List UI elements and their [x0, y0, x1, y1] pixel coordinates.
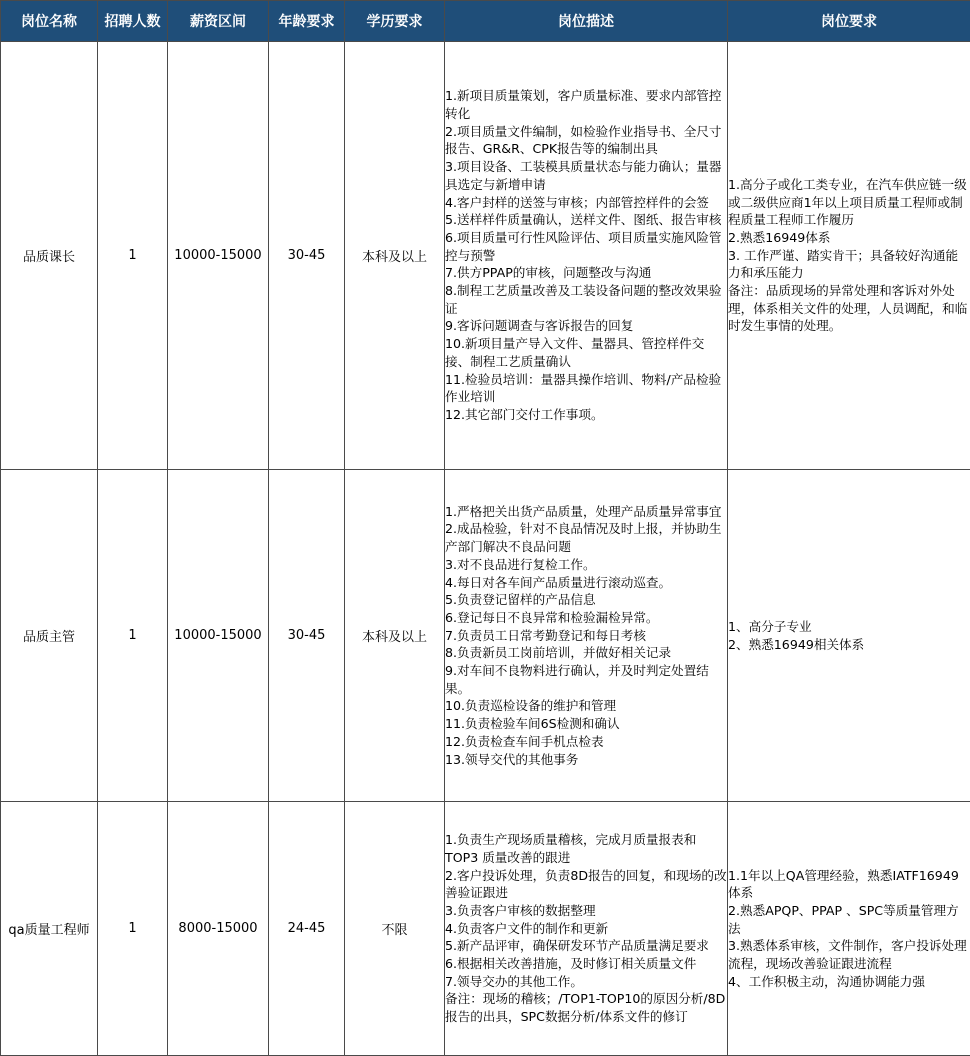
description-line: 3.对不良品进行复检工作。: [445, 556, 727, 574]
description-line: 2.成品检验，针对不良品情况及时上报，并协助生产部门解决不良品问题: [445, 520, 727, 555]
description-line: 7.领导交办的其他工作。: [445, 973, 727, 991]
description-line: 备注：现场的稽核；/TOP1-TOP10的原因分析/8D报告的出具，SPC数据分析/体系文件的修订: [445, 990, 727, 1025]
header-requirements: 岗位要求: [728, 1, 970, 42]
age-cell: 30-45: [269, 470, 345, 802]
requirement-line: 4、工作积极主动，沟通协调能力强: [728, 973, 970, 991]
description-line: 11.检验员培训：量器具操作培训、物料/产品检验作业培训: [445, 371, 727, 406]
requirement-line: 3. 工作严谨、踏实肯干；具备较好沟通能力和承压能力: [728, 247, 970, 282]
description-line: 5.送样样件质量确认，送样文件、图纸、报告审核: [445, 211, 727, 229]
description-line: 1.新项目质量策划，客户质量标准、要求内部管控转化: [445, 87, 727, 122]
requirements-cell: [728, 42, 970, 470]
requirements-cell: [728, 802, 970, 1056]
job-title-cell: 品质课长: [1, 42, 98, 470]
description-line: 4.负责客户文件的制作和更新: [445, 920, 727, 938]
description-cell: [445, 802, 728, 1056]
header-education: 学历要求: [345, 1, 445, 42]
salary-cell: 10000-15000: [168, 470, 269, 802]
headcount-cell: 1: [98, 802, 168, 1056]
table-row: [1, 470, 970, 802]
description-line: 8.负责新员工岗前培训，并做好相关记录: [445, 644, 727, 662]
salary-cell: 8000-15000: [168, 802, 269, 1056]
header-salary: 薪资区间: [168, 1, 269, 42]
description-line: 13.领导交代的其他事务: [445, 751, 727, 769]
job-title-cell: qa质量工程师: [1, 802, 98, 1056]
description-line: 3.项目设备、工装模具质量状态与能力确认；量器具选定与新增申请: [445, 158, 727, 193]
description-line: 7.供方PPAP的审核，问题整改与沟通: [445, 264, 727, 282]
description-line: 2.客户投诉处理，负责8D报告的回复，和现场的改善验证跟进: [445, 867, 727, 902]
description-line: 12.其它部门交付工作事项。: [445, 406, 727, 424]
header-row: [1, 1, 970, 42]
education-cell: 本科及以上: [345, 42, 445, 470]
description-line: 6.登记每日不良异常和检验漏检异常。: [445, 609, 727, 627]
description-line: 8.制程工艺质量改善及工装设备问题的整改效果验证: [445, 282, 727, 317]
education-cell: 本科及以上: [345, 470, 445, 802]
description-line: 5.新产品评审，确保研发环节产品质量满足要求: [445, 937, 727, 955]
headcount-cell: 1: [98, 470, 168, 802]
age-cell: 24-45: [269, 802, 345, 1056]
description-line: 6.项目质量可行性风险评估、项目质量实施风险管控与预警: [445, 229, 727, 264]
description-line: 9.对车间不良物料进行确认，并及时判定处置结果。: [445, 662, 727, 697]
description-line: 3.负责客户审核的数据整理: [445, 902, 727, 920]
description-line: 6.根据相关改善措施，及时修订相关质量文件: [445, 955, 727, 973]
header-age: 年龄要求: [269, 1, 345, 42]
requirement-line: 1、高分子专业: [728, 618, 970, 636]
requirement-line: 2.熟悉APQP、PPAP 、SPC等质量管理方法: [728, 902, 970, 937]
description-line: 12.负责检查车间手机点检表: [445, 733, 727, 751]
description-line: 7.负责员工日常考勤登记和每日考核: [445, 627, 727, 645]
requirement-line: 备注：品质现场的异常处理和客诉对外处理，体系相关文件的处理，人员调配，和临时发生事情的处理。: [728, 282, 970, 335]
requirement-line: 1.高分子或化工类专业，在汽车供应链一级或二级供应商1年以上项目质量工程师或制程质量工程师工作履历: [728, 176, 970, 229]
requirement-line: 3.熟悉体系审核，文件制作，客户投诉处理流程，现场改善验证跟进流程: [728, 937, 970, 972]
requirements-cell: [728, 470, 970, 802]
requirement-line: 2.熟悉16949体系: [728, 229, 970, 247]
job-title-cell: 品质主管: [1, 470, 98, 802]
header-job-title: 岗位名称: [1, 1, 98, 42]
header-headcount: 招聘人数: [98, 1, 168, 42]
description-line: 11.负责检验车间6S检测和确认: [445, 715, 727, 733]
description-cell: [445, 42, 728, 470]
description-cell: [445, 470, 728, 802]
description-line: 10.负责巡检设备的维护和管理: [445, 697, 727, 715]
header-description: 岗位描述: [445, 1, 728, 42]
headcount-cell: 1: [98, 42, 168, 470]
age-cell: 30-45: [269, 42, 345, 470]
table-row: [1, 802, 970, 1056]
salary-cell: 10000-15000: [168, 42, 269, 470]
description-line: 1.严格把关出货产品质量，处理产品质量异常事宜: [445, 503, 727, 521]
education-cell: 不限: [345, 802, 445, 1056]
description-line: 4.每日对各车间产品质量进行滚动巡查。: [445, 574, 727, 592]
requirement-line: 2、熟悉16949相关体系: [728, 636, 970, 654]
description-line: 4.客户封样的送签与审核；内部管控样件的会签: [445, 194, 727, 212]
description-line: 5.负责登记留样的产品信息: [445, 591, 727, 609]
table-row: [1, 42, 970, 470]
description-line: 1.负责生产现场质量稽核，完成月质量报表和TOP3 质量改善的跟进: [445, 831, 727, 866]
requirement-line: 1.1年以上QA管理经验，熟悉IATF16949体系: [728, 867, 970, 902]
description-line: 9.客诉问题调查与客诉报告的回复: [445, 317, 727, 335]
description-line: 10.新项目量产导入文件、量器具、管控样件交接、制程工艺质量确认: [445, 335, 727, 370]
description-line: 2.项目质量文件编制，如检验作业指导书、全尺寸报告、GR&R、CPK报告等的编制出具: [445, 123, 727, 158]
